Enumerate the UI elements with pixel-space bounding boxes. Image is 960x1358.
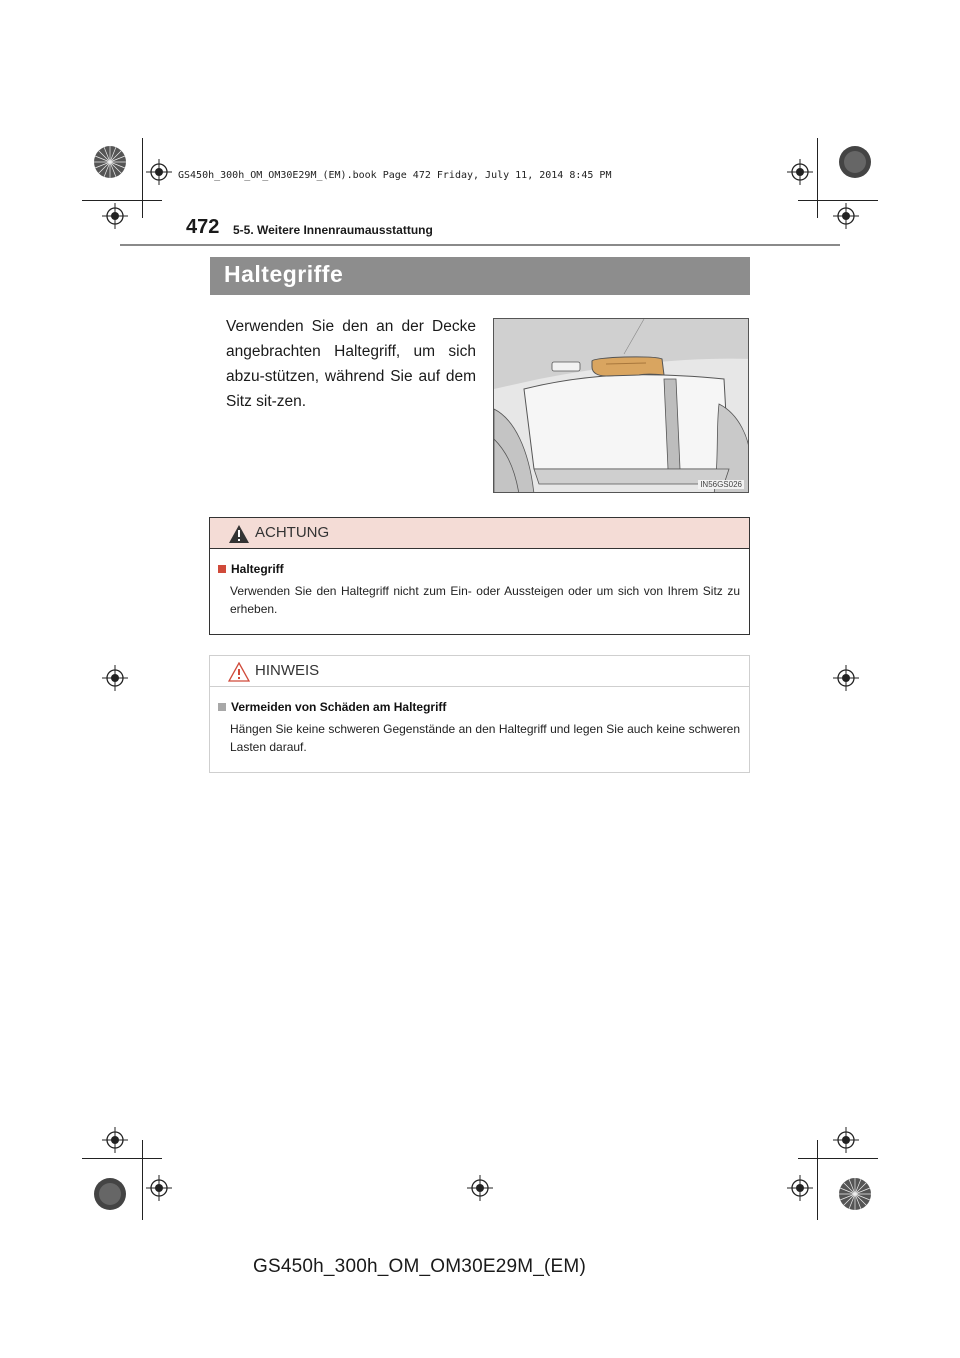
- registration-mark-icon: [102, 665, 128, 691]
- note-subheading-text: Vermeiden von Schäden am Haltegriff: [231, 700, 447, 714]
- registration-mark-icon: [787, 1175, 813, 1201]
- color-bar-solid-icon: [838, 145, 872, 179]
- warning-triangle-icon: [228, 524, 250, 544]
- registration-mark-icon: [833, 665, 859, 691]
- warning-header: [210, 518, 749, 549]
- page-title: Haltegriffe: [224, 261, 344, 287]
- registration-mark-icon: [467, 1175, 493, 1201]
- note-subheading: [218, 700, 446, 714]
- bullet-square-icon: [218, 703, 226, 711]
- title-bar: [210, 257, 750, 295]
- color-bar-sunburst-icon: [838, 1177, 872, 1211]
- color-bar-solid-icon: [93, 1177, 127, 1211]
- registration-mark-icon: [102, 1127, 128, 1153]
- registration-mark-icon: [787, 159, 813, 185]
- registration-mark-icon: [146, 159, 172, 185]
- page-number: 472: [186, 216, 220, 238]
- registration-mark-icon: [833, 1127, 859, 1153]
- registration-mark-icon: [833, 203, 859, 229]
- warning-body: Verwenden Sie den Haltegriff nicht zum Ein- oder Aussteigen oder um sich von Ihrem Sitz zu erheben.: [230, 584, 740, 616]
- print-info-line: GS450h_300h_OM_OM30E29M_(EM).book Page 472 Friday, July 11, 2014 8:45 PM: [178, 170, 612, 181]
- note-body: Hängen Sie keine schweren Gegenstände an den Haltegriff und legen Sie auch keine schweren Lasten darauf.: [230, 722, 740, 754]
- warning-subheading: [218, 562, 284, 576]
- registration-mark-icon: [102, 203, 128, 229]
- warning-box: [209, 517, 750, 635]
- caution-outline-triangle-icon: [228, 662, 250, 682]
- section-heading: 5-5. Weitere Innenraumausstattung: [233, 223, 433, 237]
- bullet-square-icon: [218, 565, 226, 573]
- registration-mark-icon: [146, 1175, 172, 1201]
- grab-handle-highlight: [592, 357, 664, 376]
- car-interior-drawing: [494, 319, 749, 493]
- color-bar-sunburst-icon: [93, 145, 127, 179]
- note-header: [210, 656, 749, 687]
- grab-handle-illustration: [493, 318, 749, 493]
- header-divider: [120, 244, 840, 246]
- intro-paragraph: Verwenden Sie den an der Decke angebrachten Haltegriff, um sich abzu-stützen, während Sie auf dem Sitz sit-zen.: [226, 318, 476, 410]
- warning-label: ACHTUNG: [255, 524, 330, 541]
- note-box: [209, 655, 750, 773]
- footer-document-code: GS450h_300h_OM_OM30E29M_(EM): [253, 1256, 586, 1277]
- figure-code: IN56GS026: [700, 480, 742, 489]
- warning-subheading-text: Haltegriff: [231, 562, 284, 576]
- note-label: HINWEIS: [255, 662, 320, 679]
